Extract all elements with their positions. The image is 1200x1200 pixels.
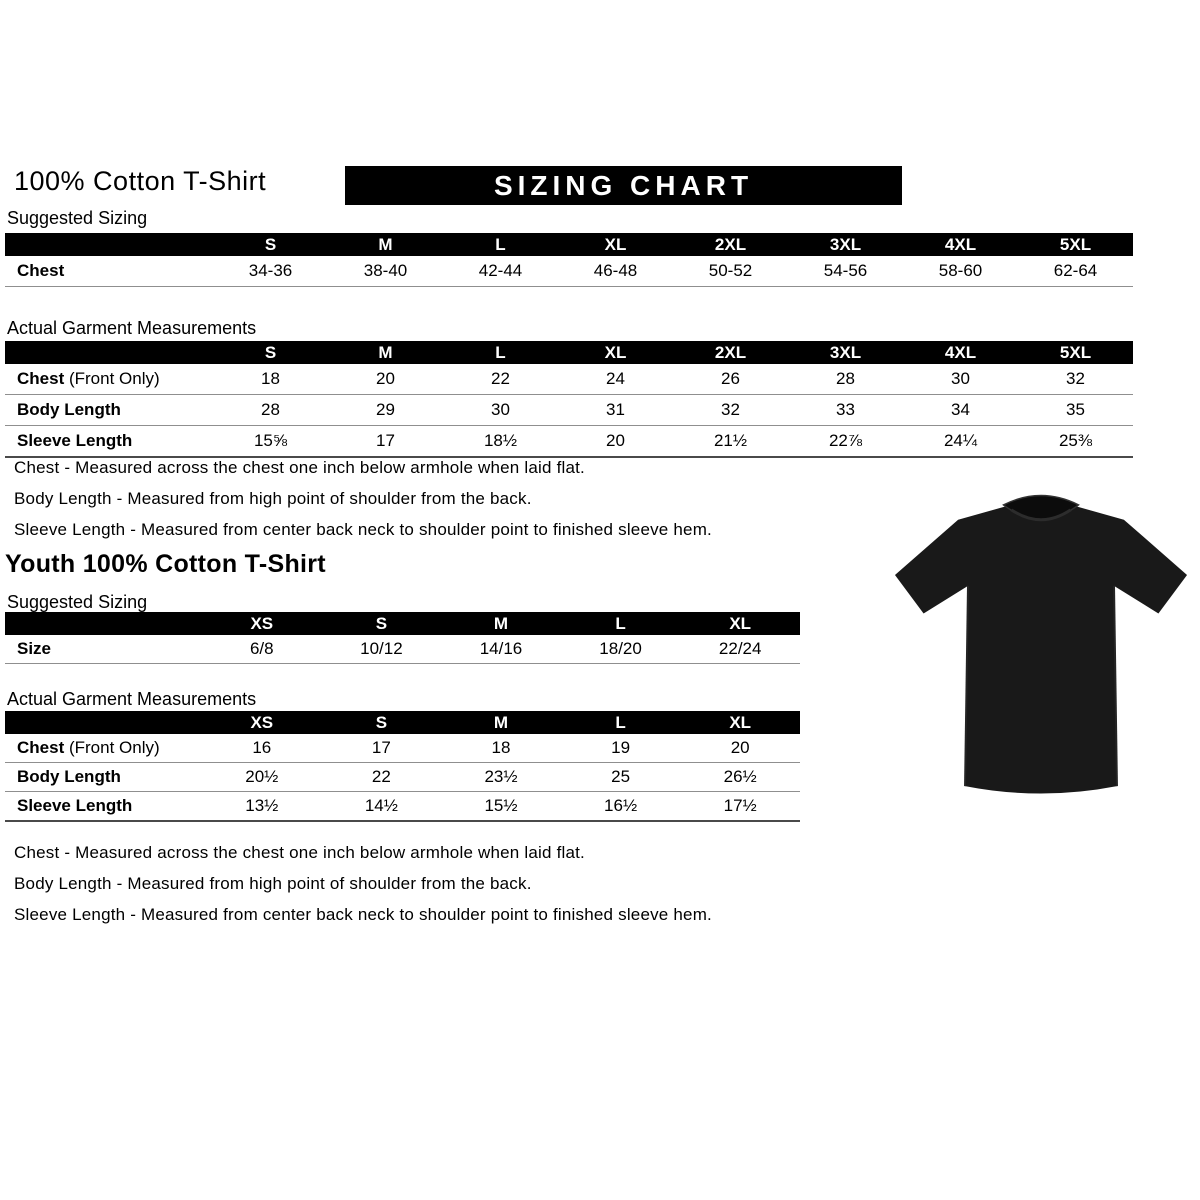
column-header: L bbox=[561, 711, 681, 734]
row-label: Body Length bbox=[17, 767, 121, 786]
youth-suggested-sizing-table bbox=[5, 612, 800, 664]
table-row bbox=[5, 426, 1133, 458]
size-table bbox=[5, 233, 1133, 287]
value-cell: 31 bbox=[606, 400, 625, 419]
table-row bbox=[5, 364, 1133, 395]
value-cell: 18 bbox=[261, 369, 280, 388]
column-header: S bbox=[322, 612, 442, 635]
youth-measurement-notes bbox=[14, 843, 854, 936]
measurement-note: Sleeve Length - Measured from center back neck to shoulder point to finished sleeve hem. bbox=[14, 905, 712, 924]
value-cell: 14/16 bbox=[479, 639, 523, 658]
value-cell: 21½ bbox=[713, 431, 748, 450]
value-cell: 22⅞ bbox=[828, 431, 863, 450]
value-cell: 18/20 bbox=[599, 639, 642, 658]
value-cell: 17 bbox=[371, 738, 391, 757]
value-cell: 28 bbox=[261, 400, 280, 419]
column-header: 5XL bbox=[1018, 233, 1133, 256]
table-row bbox=[5, 395, 1133, 426]
value-cell: 42-44 bbox=[478, 261, 523, 280]
value-cell: 26 bbox=[721, 369, 740, 388]
youth-suggested-sizing-label: Suggested Sizing bbox=[7, 592, 148, 612]
youth-garment-measurements-label: Actual Garment Measurements bbox=[7, 689, 257, 709]
row-label: Chest (Front Only) bbox=[17, 738, 160, 757]
column-header: XL bbox=[558, 341, 673, 364]
value-cell: 34-36 bbox=[248, 261, 293, 280]
column-header: 2XL bbox=[673, 341, 788, 364]
measurement-note: Chest - Measured across the chest one inch below armhole when laid flat. bbox=[14, 458, 585, 477]
value-cell: 22 bbox=[491, 369, 510, 388]
adult-garment-measurements-table bbox=[5, 341, 1133, 458]
value-cell: 16½ bbox=[604, 796, 638, 815]
column-header: XL bbox=[558, 233, 673, 256]
value-cell: 29 bbox=[376, 400, 395, 419]
measurement-note: Body Length - Measured from high point of shoulder from the back. bbox=[14, 489, 532, 508]
row-label: Size bbox=[17, 639, 52, 658]
value-cell: 20 bbox=[730, 738, 750, 757]
column-header: L bbox=[443, 341, 558, 364]
value-cell: 32 bbox=[721, 400, 740, 419]
row-label: Chest (Front Only) bbox=[17, 369, 160, 388]
value-cell: 54-56 bbox=[823, 261, 868, 280]
column-header bbox=[5, 341, 213, 364]
column-header: S bbox=[213, 233, 328, 256]
table-row bbox=[5, 734, 800, 763]
value-cell: 34 bbox=[951, 400, 970, 419]
adult-measurement-notes bbox=[14, 458, 854, 551]
column-header: XL bbox=[680, 711, 800, 734]
table-row bbox=[5, 763, 800, 792]
value-cell: 50-52 bbox=[708, 261, 753, 280]
column-header bbox=[5, 711, 202, 734]
column-header: M bbox=[441, 711, 561, 734]
value-cell: 14½ bbox=[364, 796, 398, 815]
value-cell: 26½ bbox=[723, 767, 757, 786]
column-header: XL bbox=[680, 612, 800, 635]
youth-garment-measurements-table bbox=[5, 711, 800, 822]
value-cell: 17½ bbox=[723, 796, 757, 815]
measurement-note: Chest - Measured across the chest one inch below armhole when laid flat. bbox=[14, 843, 585, 862]
adult-suggested-sizing-label: Suggested Sizing bbox=[7, 208, 148, 228]
column-header: 3XL bbox=[788, 233, 903, 256]
table-row bbox=[5, 792, 800, 822]
column-header: S bbox=[213, 341, 328, 364]
value-cell: 20 bbox=[376, 369, 395, 388]
value-cell: 24 bbox=[606, 369, 625, 388]
row-label: Sleeve Length bbox=[17, 431, 133, 450]
table-row bbox=[5, 635, 800, 664]
adult-garment-measurements-label: Actual Garment Measurements bbox=[7, 318, 257, 338]
value-cell: 23½ bbox=[484, 767, 518, 786]
column-header: XS bbox=[202, 711, 322, 734]
value-cell: 20 bbox=[606, 431, 625, 450]
column-header: M bbox=[328, 233, 443, 256]
value-cell: 16 bbox=[252, 738, 272, 757]
column-header bbox=[5, 612, 202, 635]
column-header: 3XL bbox=[788, 341, 903, 364]
value-cell: 22 bbox=[371, 767, 391, 786]
value-cell: 13½ bbox=[245, 796, 279, 815]
column-header: L bbox=[443, 233, 558, 256]
column-header: M bbox=[441, 612, 561, 635]
value-cell: 17 bbox=[376, 431, 395, 450]
value-cell: 38-40 bbox=[363, 261, 408, 280]
column-header: 2XL bbox=[673, 233, 788, 256]
value-cell: 46-48 bbox=[593, 261, 638, 280]
value-cell: 10/12 bbox=[360, 639, 403, 658]
value-cell: 25 bbox=[611, 767, 631, 786]
value-cell: 33 bbox=[836, 400, 855, 419]
value-cell: 18½ bbox=[483, 431, 518, 450]
adult-suggested-sizing-table bbox=[5, 233, 1133, 287]
value-cell: 32 bbox=[1066, 369, 1085, 388]
row-label: Body Length bbox=[17, 400, 121, 419]
value-cell: 28 bbox=[836, 369, 855, 388]
value-cell: 30 bbox=[951, 369, 970, 388]
value-cell: 18 bbox=[491, 738, 511, 757]
size-table bbox=[5, 341, 1133, 458]
size-table bbox=[5, 711, 800, 822]
youth-title: Youth 100% Cotton T-Shirt bbox=[5, 550, 326, 578]
column-header: L bbox=[561, 612, 681, 635]
value-cell: 19 bbox=[611, 738, 631, 757]
value-cell: 22/24 bbox=[718, 639, 762, 658]
row-label: Sleeve Length bbox=[17, 796, 133, 815]
measurement-note: Body Length - Measured from high point of shoulder from the back. bbox=[14, 874, 532, 893]
value-cell: 15½ bbox=[484, 796, 518, 815]
column-header bbox=[5, 233, 213, 256]
column-header: 5XL bbox=[1018, 341, 1133, 364]
value-cell: 58-60 bbox=[938, 261, 983, 280]
column-header: S bbox=[322, 711, 442, 734]
row-label: Chest bbox=[17, 261, 65, 280]
value-cell: 25⅜ bbox=[1058, 431, 1093, 450]
value-cell: 35 bbox=[1066, 400, 1085, 419]
column-header: 4XL bbox=[903, 233, 1018, 256]
value-cell: 6/8 bbox=[249, 639, 274, 658]
value-cell: 20½ bbox=[245, 767, 279, 786]
table-row bbox=[5, 256, 1133, 287]
column-header: 4XL bbox=[903, 341, 1018, 364]
column-header: M bbox=[328, 341, 443, 364]
value-cell: 15⅝ bbox=[253, 431, 288, 450]
size-table bbox=[5, 612, 800, 664]
value-cell: 30 bbox=[491, 400, 510, 419]
value-cell: 24¼ bbox=[943, 431, 978, 450]
black-tshirt-icon bbox=[893, 474, 1189, 818]
column-header: XS bbox=[202, 612, 322, 635]
page-title: 100% Cotton T-Shirt bbox=[14, 166, 267, 196]
tshirt-image bbox=[893, 474, 1189, 818]
value-cell: 62-64 bbox=[1053, 261, 1098, 280]
measurement-note: Sleeve Length - Measured from center back neck to shoulder point to finished sleeve hem. bbox=[14, 520, 712, 539]
sizing-chart-banner: SIZING CHART bbox=[345, 166, 902, 205]
